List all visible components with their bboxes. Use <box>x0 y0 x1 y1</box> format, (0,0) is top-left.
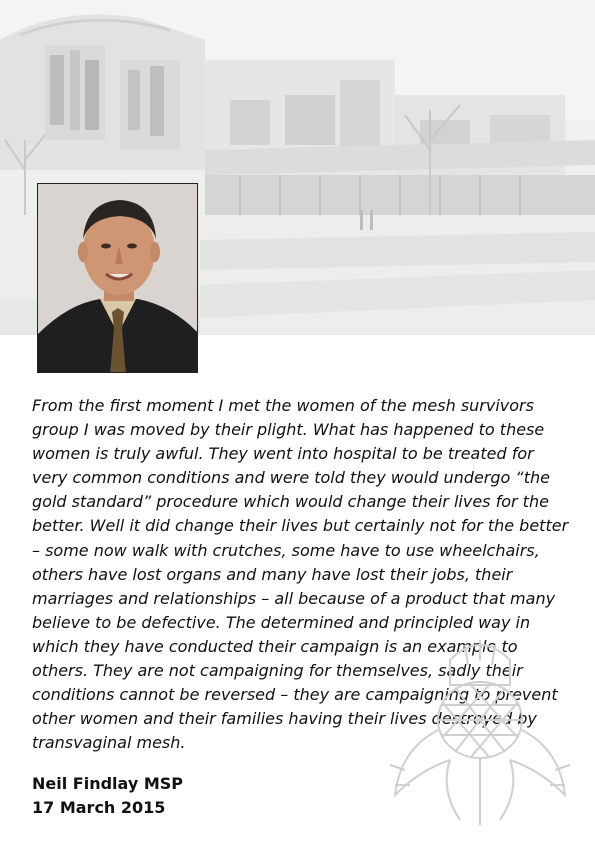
signature-name: Neil Findlay MSP <box>32 774 183 793</box>
quote-text: From the first moment I met the women of the mesh survivors group I was moved by their plight. What has happened to these women is truly awful. They went into hospital to be treated for very common conditions and were told they would undergo “the gold standard” procedure which would change their lives for the better. Well it did change their lives but certainly not for the better – some now walk with crutches, some have to use wheelchairs, others have lost organs and many have lost their jobs, their marriages and relationships – all because of a product that many believe to be defective. The determined and principled way in which they have conducted their campaign is an example to others. They are not campaigning for themselves, sadly their conditions cannot be reversed – they are campaigning to prevent other women and their families having their lives destroyed by transvaginal mesh. <box>32 396 569 753</box>
thistle-emblem-watermark <box>380 620 580 830</box>
signature-date: 17 March 2015 <box>32 798 166 817</box>
portrait-photo <box>37 183 198 373</box>
